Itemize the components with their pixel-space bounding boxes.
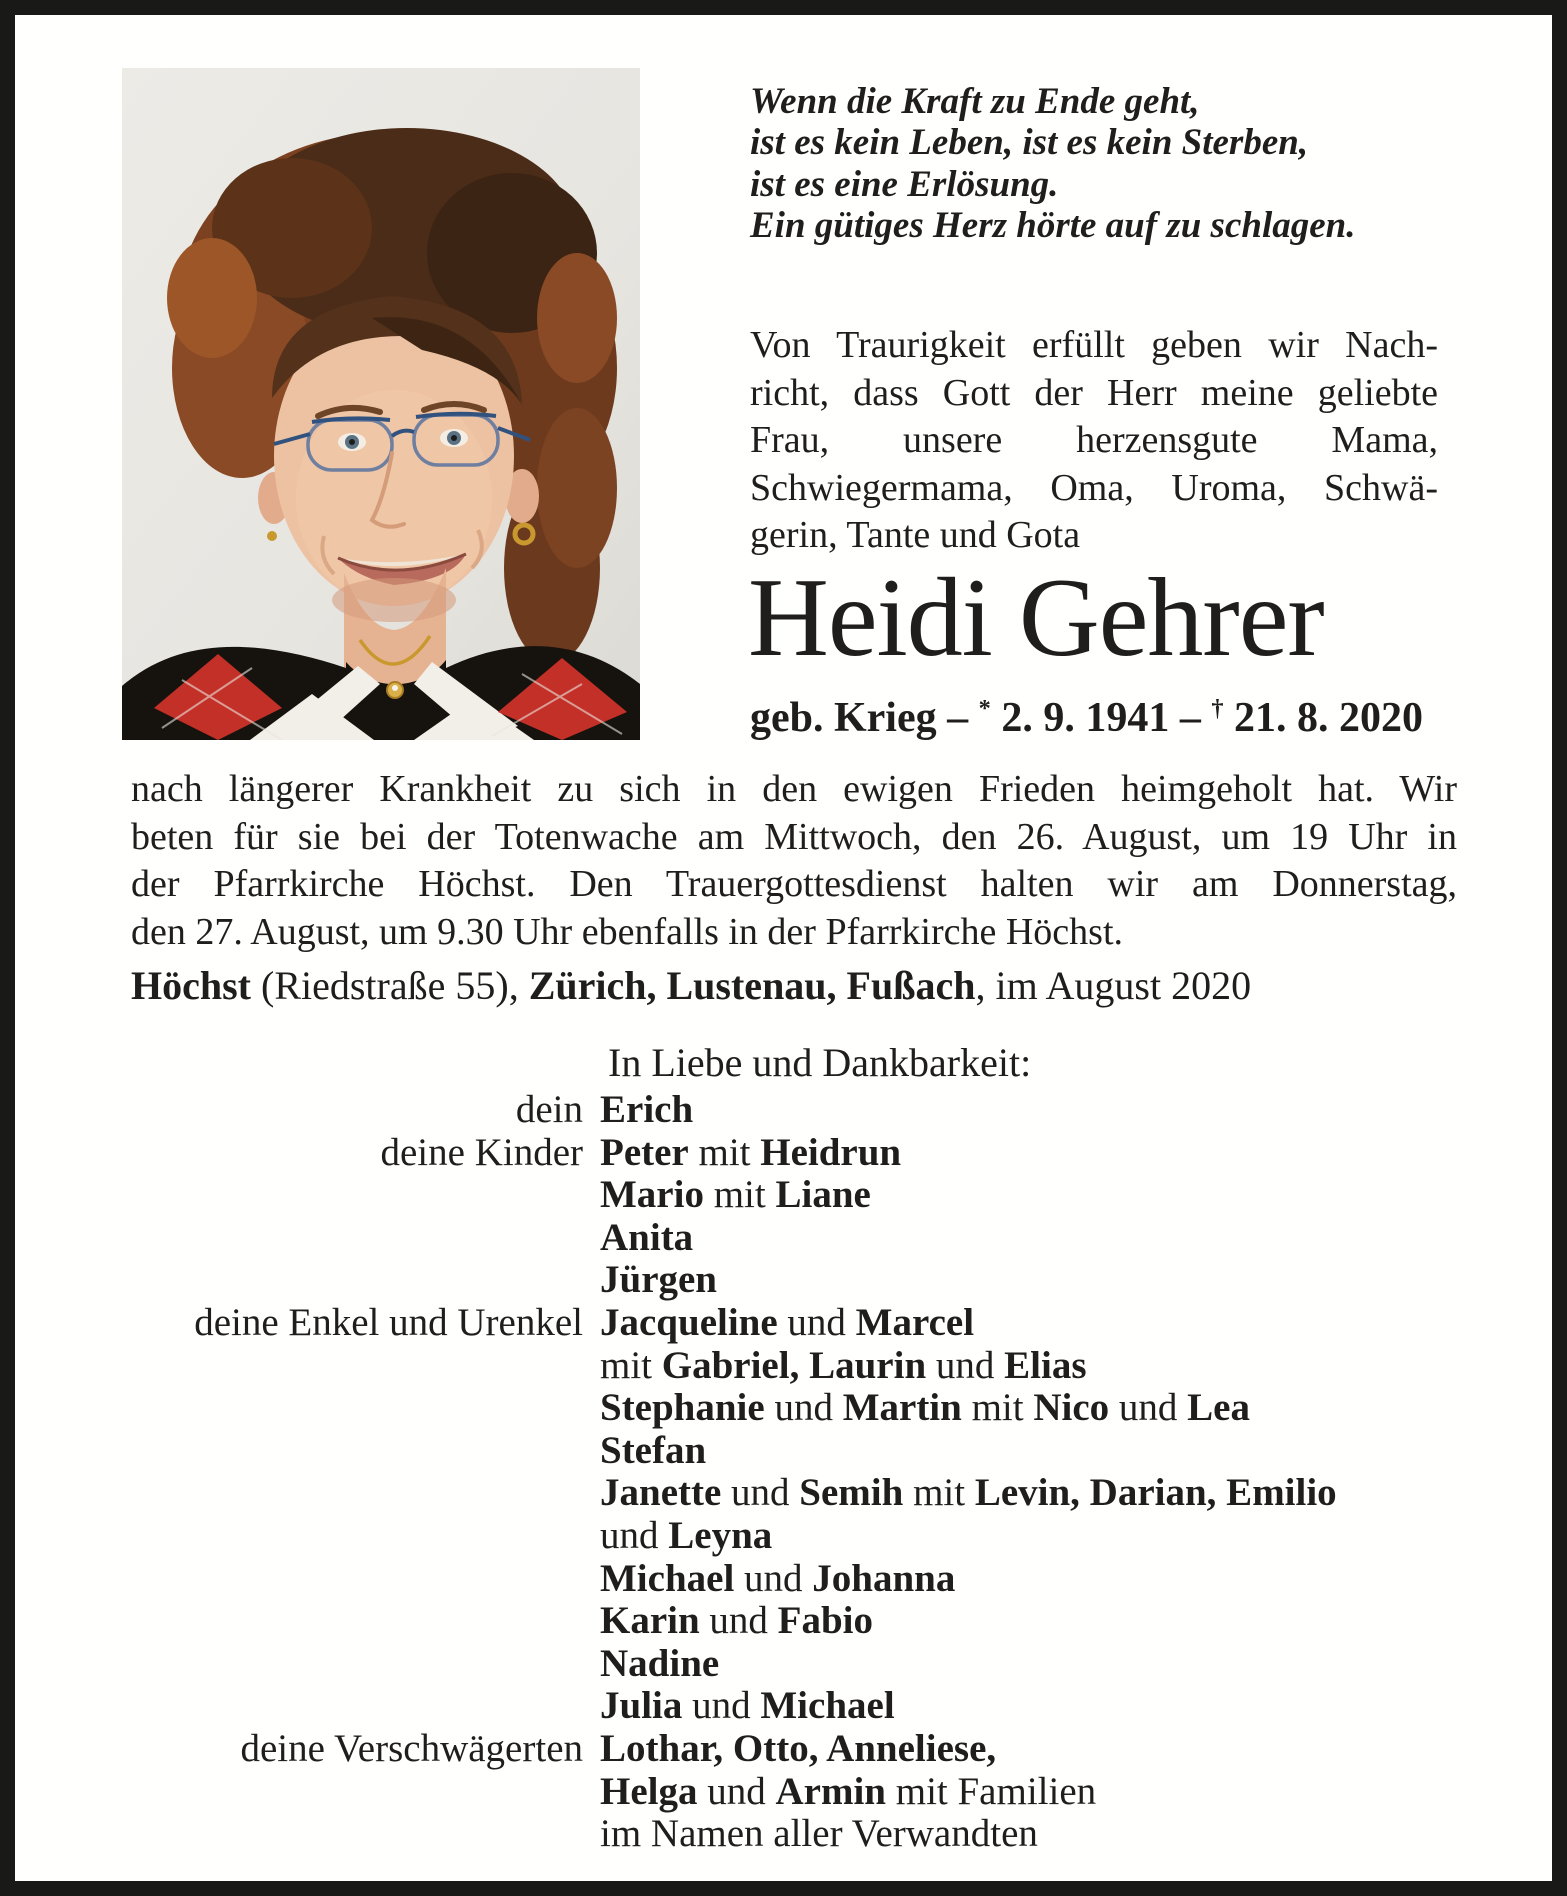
mourners-list <box>131 1089 1461 1856</box>
mourner-row-label: deine Enkel und Urenkel <box>194 1300 583 1344</box>
deceased-name: Heidi Gehrer <box>748 556 1324 680</box>
text-line: gerin, Tante und Gota <box>750 514 1081 556</box>
mourner-row-names: Mario mit Liane <box>600 1173 871 1217</box>
mourner-row-label <box>131 1685 583 1728</box>
text-line: Ein gütiges Herz hörte auf zu schlagen. <box>750 204 1356 246</box>
mourner-row-names: und Leyna <box>600 1513 773 1557</box>
mourner-row-label <box>131 1600 583 1643</box>
mourner-row-label <box>131 1259 583 1302</box>
mourner-row-names: Jacqueline und Marcel <box>600 1300 975 1344</box>
mourner-row-names: Julia und Michael <box>600 1684 895 1728</box>
mourner-row-label <box>131 1813 583 1856</box>
mourner-row-names: Stephanie und Martin mit Nico und Lea <box>600 1386 1250 1430</box>
mourner-row-label: dein <box>515 1088 583 1131</box>
mourner-row-names: Stefan <box>600 1428 707 1472</box>
text-line: beten für sie bei der Totenwache am Mittwoch, den 26. August, um 19 Uhr in <box>131 815 1457 858</box>
text-line: Schwiegermama, Oma, Uroma, Schwä- <box>750 466 1438 509</box>
mourner-row-label <box>131 1558 583 1601</box>
text-line: ist es eine Erlösung. <box>750 163 1059 205</box>
mourner-row-label: deine Kinder <box>380 1130 583 1174</box>
life-dates: geb. Krieg – * 2. 9. 1941 – † 21. 8. 2020 <box>750 695 1423 741</box>
text-line: der Pfarrkirche Höchst. Den Trauergottesdienst halten wir am Donnerstag, <box>131 863 1457 906</box>
mourner-row-label <box>131 1472 583 1515</box>
text-line: Wenn die Kraft zu Ende geht, <box>750 81 1200 122</box>
text-line: ist es kein Leben, ist es kein Sterben, <box>750 122 1309 164</box>
mourner-row-names: Nadine <box>600 1641 720 1685</box>
mourner-row-names: Anita <box>600 1215 694 1259</box>
text-line: nach längerer Krankheit zu sich in den ewigen Frieden heimgeholt hat. Wir <box>131 768 1457 810</box>
mourner-row-label <box>131 1430 583 1473</box>
mourner-row-names: Michael und Johanna <box>600 1556 956 1600</box>
closing-intro: In Liebe und Dankbarkeit: <box>608 1040 1032 1085</box>
text-line: Frau, unsere herzensgute Mama, <box>750 419 1438 461</box>
mourner-row-label <box>131 1643 583 1686</box>
mourner-row-label: deine Verschwägerten <box>240 1726 583 1770</box>
mourner-row-names: Janette und Semih mit Levin, Darian, Emilio <box>600 1471 1337 1515</box>
mourner-row-label <box>131 1387 583 1430</box>
mourner-row-label <box>131 1771 583 1814</box>
locations-line: Höchst (Riedstraße 55), Zürich, Lustenau, Fußach, im August 2020 <box>131 963 1252 1008</box>
mourner-row-names: Jürgen <box>600 1258 717 1302</box>
mourner-row-label <box>131 1345 583 1388</box>
mourner-row-names: im Namen aller Verwandten <box>600 1812 1038 1856</box>
memorial-poem <box>750 81 1450 246</box>
portrait-illustration <box>122 68 640 740</box>
mourner-row-names: mit Gabriel, Laurin und Elias <box>600 1343 1087 1387</box>
mourner-row-label <box>131 1174 583 1217</box>
text-line: den 27. August, um 9.30 Uhr ebenfalls in der Pfarrkirche Höchst. <box>131 910 1124 953</box>
mourner-row-names: Helga und Armin mit Familien <box>600 1769 1097 1813</box>
mourner-row-names: Erich <box>600 1088 694 1131</box>
mourner-row-label <box>131 1217 583 1260</box>
death-announcement-text <box>750 322 1438 560</box>
text-line: richt, dass Gott der Herr meine geliebte <box>750 371 1438 414</box>
text-line: Von Traurigkeit erfüllt geben wir Nach- <box>750 324 1438 366</box>
mourner-row-names: Lothar, Otto, Anneliese, <box>600 1726 997 1770</box>
mourner-row-label <box>131 1515 583 1558</box>
funeral-details <box>131 766 1457 956</box>
mourner-row-names: Peter mit Heidrun <box>600 1130 902 1174</box>
mourner-row-names: Karin und Fabio <box>600 1599 874 1643</box>
portrait-photo <box>122 68 640 740</box>
